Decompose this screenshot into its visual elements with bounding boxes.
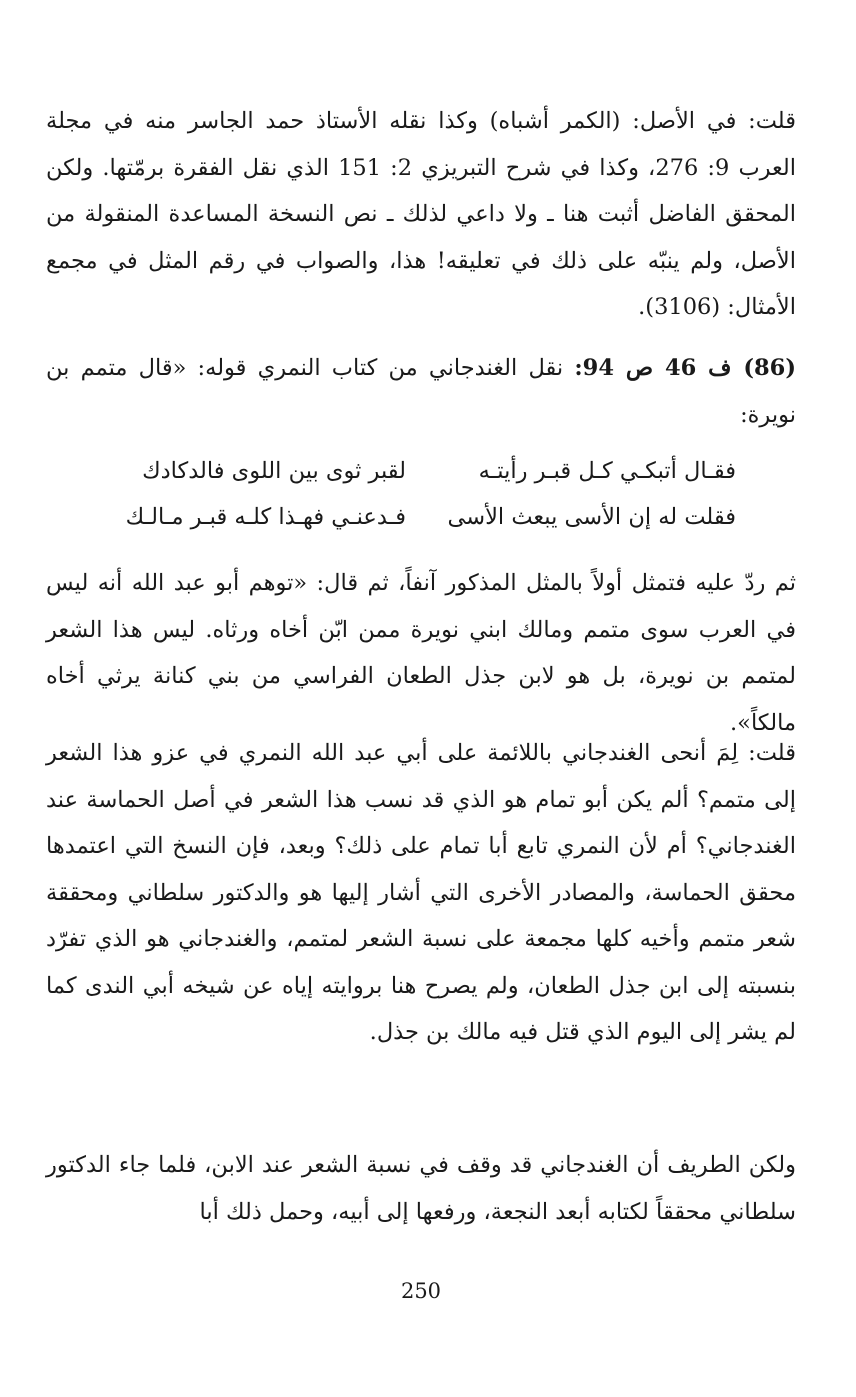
page-number: 250 — [400, 1279, 442, 1303]
paragraph-response: ثم ردّ عليه فتمثل أولاً بالمثل المذكور آنفاً، ثم قال: «توهم أبو عبد الله أنه ليس في العرب سوى متمم ومالك ابني نويرة ممن ابّن أخاه ورثاه. ليس هذا الشعر لمتمم بن نويرة، بل هو لابن جذل الطعان الفراسي من بني كنانة يرثي أخاه مالكاً». — [46, 570, 796, 736]
poem-verse-2 — [46, 494, 796, 540]
verse-1-first-hemistich: فقـال أتبكـي كـل قبـر رأيتـه — [478, 458, 736, 484]
entry-text: نقل الغندجاني من كتاب النمري قوله: «قال متمم بن نويرة: — [46, 355, 796, 428]
paragraph-commentary-1: قلت: في الأصل: (الكمر أشباه) وكذا نقله الأستاذ حمد الجاسر منه في مجلة العرب 9: 276، وكذا في شرح التبريزي 2: 151 الذي نقل الفقرة برمّتها. ولكن المحقق الفاضل أثبت هنا ـ ولا داعي لذلك ـ نص النسخة المساعدة المنقولة من الأصل، ولم ينبّه على ذلك في تعليقه! هذا، والصواب في رقم المثل في مجمع الأمثال: (3106). — [46, 108, 797, 320]
verse-2-first-hemistich: فقلت له إن الأسى يبعث الأسى — [447, 504, 736, 530]
verse-1-second-hemistich: لقبر ثوى بين اللوى فالدكادك — [142, 458, 406, 484]
verse-2-second-hemistich: فـدعنـي فهـذا كلـه قبـر مـالـك — [125, 504, 406, 530]
paragraph-entry-86 — [46, 345, 796, 438]
book-page — [46, 0, 796, 1397]
poem-verse-1 — [46, 448, 796, 494]
paragraph-commentary-3: ولكن الطريف أن الغندجاني قد وقف في نسبة الشعر عند الابن، فلما جاء الدكتور سلطاني محققاً لكتابه أبعد النجعة، ورفعها إلى أبيه، وحمل ذلك أبا — [46, 1152, 796, 1225]
poem-verses — [46, 448, 796, 540]
entry-label: (86) ف 46 ص 94: — [574, 355, 796, 381]
paragraph-commentary-2: قلت: لِمَ أنحى الغندجاني باللائمة على أبي عبد الله النمري في عزو هذا الشعر إلى متمم؟ ألم يكن أبو تمام هو الذي قد نسب هذا الشعر في أصل الحماسة عند الغندجاني؟ أم لأن النمري تابع أبا تمام على ذلك؟ وبعد، فإن النسخ التي اعتمدها محقق الحماسة، والمصادر الأخرى التي أشار إليها هو والدكتور سلطاني ومحققة شعر متمم وأخيه كلها مجمعة على نسبة الشعر لمتمم، والغندجاني هو الذي تفرّد بنسبته إلى ابن جذل الطعان، ولم يصرح هنا بروايته إياه عن شيخه أبي الندى كما لم يشر إلى اليوم الذي قتل فيه مالك بن جذل. — [46, 740, 796, 1045]
